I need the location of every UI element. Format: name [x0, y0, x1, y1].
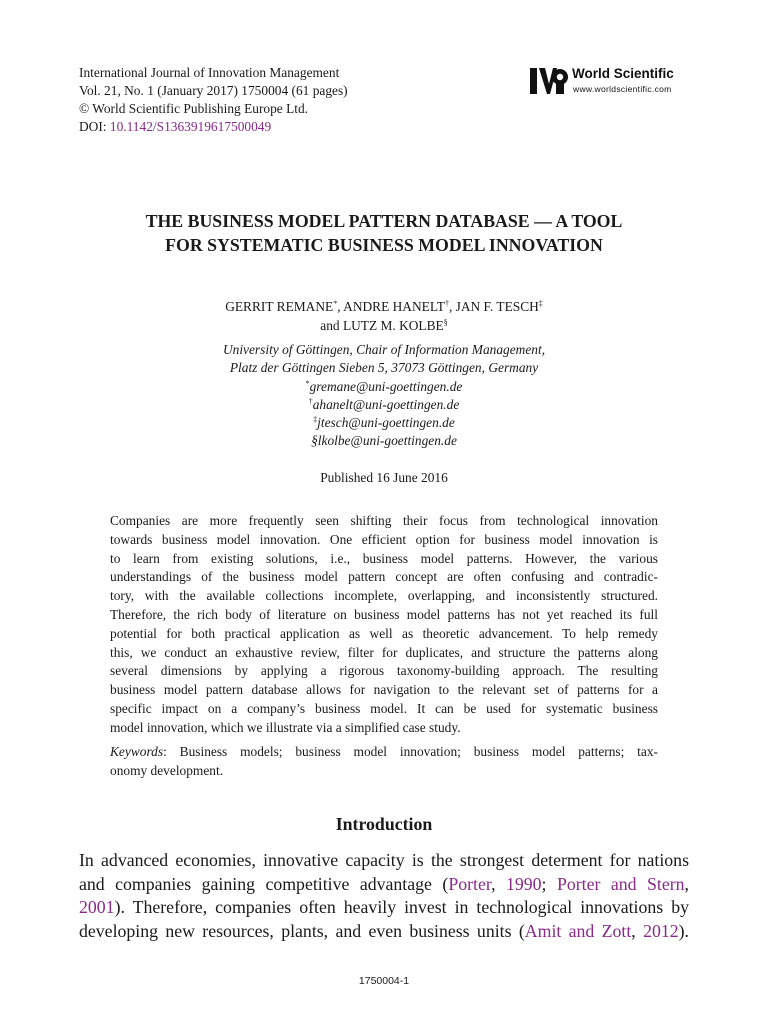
citation-link[interactable]: Porter and Stern — [556, 873, 685, 894]
email-mark: † — [308, 396, 313, 406]
author-mark: ‡ — [538, 299, 543, 308]
abstract-line: understandings of the business model pattern concept are often confusing and contradic- — [110, 569, 658, 585]
email-address: ahanelt@uni-goettingen.de — [312, 396, 460, 412]
page-number: 1750004-1 — [358, 975, 410, 987]
body-text: , — [684, 873, 689, 894]
abstract-line: potential for both practical application as well as theoretic advancement. To help remedy — [110, 625, 658, 641]
abstract-line: this, we conduct an exhaustive review, filter for duplicates, and structure the patterns along — [110, 644, 658, 660]
keywords-line: onomy development. — [110, 762, 224, 778]
abstract-line: model innovation, which we illustrate via a simplified case study. — [110, 719, 461, 735]
author-email[interactable] — [90, 396, 678, 414]
doi-link[interactable]: 10.1142/S1363919617500049 — [109, 119, 272, 134]
body-text: ; — [541, 873, 557, 894]
email-address: lkolbe@uni-goettingen.de — [317, 433, 457, 449]
section-heading-introduction: Introduction — [335, 814, 433, 834]
abstract-line: specific impact on a company’s business model. It can be used for systematic business — [110, 700, 658, 716]
affiliation-line: University of Göttingen, Chair of Information Management, — [222, 342, 546, 357]
body-text: ). — [678, 920, 689, 941]
publisher-name: World Scientific — [572, 66, 674, 81]
author-mark: § — [443, 318, 448, 327]
author-separator: , — [337, 299, 344, 314]
author-email[interactable] — [90, 432, 678, 450]
abstract — [110, 512, 658, 738]
author-conjunction: and — [320, 318, 343, 333]
author-line — [90, 316, 678, 335]
body-text: developing new resources, plants, and even business units ( — [79, 920, 525, 941]
abstract-line: Therefore, the rich body of literature on business model patterns has not yet reached its full — [110, 606, 658, 622]
author-mark: * — [333, 299, 338, 308]
body-line — [79, 896, 689, 920]
author-name: LUTZ M. KOLBE — [342, 318, 444, 333]
affiliation-block — [90, 341, 678, 451]
publisher-url: www.worldscientific.com — [573, 84, 672, 94]
author-separator: , — [448, 299, 456, 314]
paper-title — [90, 209, 678, 257]
abstract-line: several dimensions by applying a rigorous taxonomy-building approach. The resulting — [110, 663, 658, 679]
journal-name: International Journal of Innovation Management — [79, 65, 340, 80]
email-address: gremane@uni-goettingen.de — [309, 378, 463, 394]
author-list — [90, 297, 678, 335]
body-text: , — [491, 873, 506, 894]
author-name: GERRIT REMANE — [225, 299, 334, 314]
email-mark: * — [305, 378, 310, 388]
author-line — [90, 297, 678, 316]
journal-issue: Vol. 21, No. 1 (January 2017) 1750004 (61 pages) — [79, 83, 348, 98]
introduction-paragraph — [79, 849, 689, 943]
abstract-line: to learn from existing solutions, i.e., business model patterns. However, the various — [110, 550, 658, 566]
email-mark: § — [311, 433, 318, 449]
body-text: , — [631, 920, 644, 941]
abstract-line: business model pattern database allows for navigation to the relevant set of patterns for a — [110, 682, 658, 698]
keywords-text: : Business models; business model innovation; business model patterns; tax- — [163, 744, 658, 759]
keywords-label: Keywords — [110, 744, 164, 759]
body-line — [79, 920, 689, 944]
title-line: THE BUSINESS MODEL PATTERN DATABASE — A TOOL — [145, 211, 623, 231]
author-email[interactable] — [90, 414, 678, 432]
citation-link[interactable]: 2001 — [79, 897, 115, 918]
doi-label: DOI: — [79, 119, 110, 134]
keywords-line — [110, 743, 658, 762]
body-text: ). Therefore, companies often heavily invest in technological innovations by — [114, 897, 689, 918]
citation-link[interactable]: Amit and Zott — [524, 920, 632, 941]
body-line — [79, 873, 689, 897]
author-name: JAN F. TESCH — [455, 299, 539, 314]
author-email[interactable] — [90, 378, 678, 396]
journal-copyright: © World Scientific Publishing Europe Ltd. — [79, 101, 309, 116]
abstract-line: Companies are more frequently seen shifting their focus from technological innovation — [110, 513, 658, 528]
published-date: Published 16 June 2016 — [320, 470, 448, 485]
title-line: FOR SYSTEMATIC BUSINESS MODEL INNOVATION — [165, 235, 603, 255]
publisher-logo[interactable] — [530, 64, 700, 100]
citation-link[interactable]: 2012 — [643, 920, 679, 941]
author-mark: † — [444, 299, 449, 308]
affiliation-line: Platz der Göttingen Sieben 5, 37073 Göttingen, Germany — [229, 360, 539, 376]
citation-link[interactable]: Porter — [448, 873, 492, 894]
email-address: jtesch@uni-goettingen.de — [317, 415, 455, 431]
world-scientific-logo-icon — [530, 64, 568, 98]
author-name: ANDRE HANELT — [343, 299, 445, 314]
abstract-line: towards business model innovation. One efficient option for business model innovation is — [110, 531, 658, 547]
abstract-line: tory, with the available collections incomplete, overlapping, and inconsistently structured. — [110, 588, 658, 604]
body-text: and companies gaining competitive advantage ( — [79, 873, 449, 894]
journal-doi — [79, 118, 348, 136]
citation-link[interactable]: 1990 — [505, 873, 542, 894]
keywords — [110, 743, 658, 781]
journal-info — [79, 64, 348, 136]
body-line: In advanced economies, innovative capacity is the strongest determent for nations — [79, 850, 689, 870]
email-mark: ‡ — [313, 415, 318, 425]
